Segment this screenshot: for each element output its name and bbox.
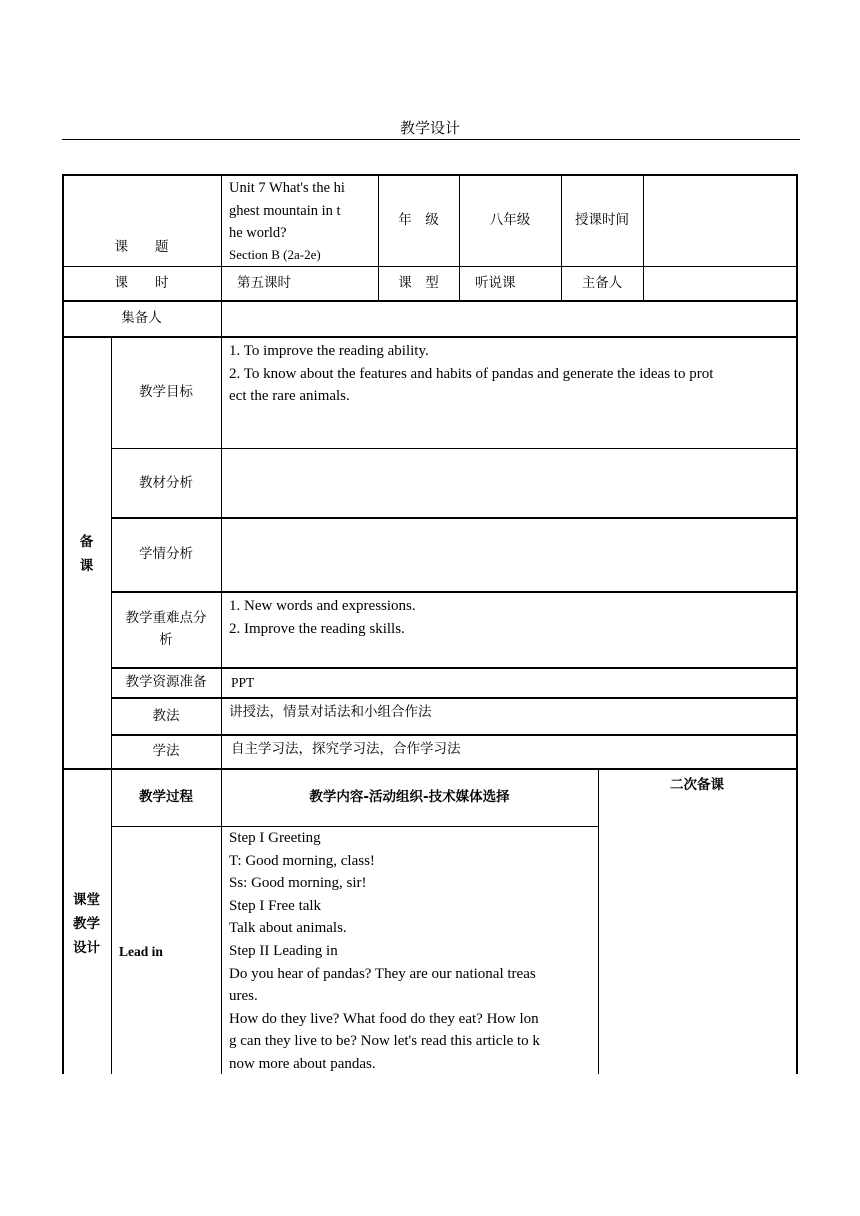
key-value xyxy=(229,595,789,640)
goals-value xyxy=(229,340,795,408)
process-header: 教学过程 xyxy=(139,789,193,805)
content-line: Step II Leading in xyxy=(229,942,338,959)
type-label: 课 型 xyxy=(398,275,439,291)
key-label-line: 析 xyxy=(159,632,173,648)
prep-side-char: 备 xyxy=(79,534,94,550)
content-line: Step I Free talk xyxy=(229,897,322,914)
goals-line: ect the rare animals. xyxy=(229,388,350,405)
key-line: 1. New words and expressions. xyxy=(229,598,416,614)
lead-in-content xyxy=(229,827,597,1076)
material-label: 教材分析 xyxy=(139,474,193,491)
period-label: 课 时 xyxy=(114,275,169,291)
time-value xyxy=(643,174,796,266)
design-side-line: 教学 xyxy=(73,916,100,932)
content-line: T: Good morning, class! xyxy=(229,852,375,869)
learn-label: 学法 xyxy=(152,743,180,759)
topic-label: 课 题 xyxy=(114,239,169,255)
method-value: 讲授法，情景对话法和小组合作法 xyxy=(229,704,432,720)
header-rule xyxy=(62,139,800,140)
grade-label: 年 级 xyxy=(398,212,439,228)
goals-line: 1. To improve the reading ability. xyxy=(229,343,429,359)
group-label: 集备人 xyxy=(121,310,162,326)
goals-label: 教学目标 xyxy=(139,384,193,400)
period-value: 第五课时 xyxy=(237,275,291,291)
topic-line: ghest mountain in t xyxy=(229,202,341,219)
design-side-line: 设计 xyxy=(73,940,100,956)
owner-value xyxy=(643,266,796,300)
type-value: 听说课 xyxy=(475,275,516,291)
content-line: Ss: Good morning, sir! xyxy=(229,875,367,892)
content-line: now more about pandas. xyxy=(229,1055,376,1072)
page-title: 教学设计 xyxy=(399,119,460,137)
topic-line: he world? xyxy=(229,225,287,242)
prep-side-char: 课 xyxy=(79,558,94,574)
content-line: g can they live to be? Now let's read this article to k xyxy=(229,1033,540,1050)
method-label: 教法 xyxy=(152,707,180,724)
resource-value: PPT xyxy=(231,675,255,690)
topic-section: Section B (2a-2e) xyxy=(229,246,321,262)
key-line: 2. Improve the reading skills. xyxy=(229,620,405,637)
content-line: Step I Greeting xyxy=(229,830,321,846)
topic-value xyxy=(229,177,377,265)
group-value xyxy=(229,300,789,336)
second-prep-header: 二次备课 xyxy=(670,777,724,793)
learn-value: 自主学习法，探究学习法，合作学习法 xyxy=(231,741,461,757)
key-label-line: 教学重难点分 xyxy=(125,610,207,626)
time-label: 授课时间 xyxy=(575,212,629,228)
goals-line: 2. To know about the features and habits of pandas and generate the ideas to prot xyxy=(229,365,714,382)
content-line: ures. xyxy=(229,988,258,1005)
grade-value: 八年级 xyxy=(489,212,531,228)
design-side-line: 课堂 xyxy=(73,892,100,908)
prep-side-label xyxy=(62,530,111,578)
key-label xyxy=(111,607,221,651)
content-line: How do they live? What food do they eat? How lon xyxy=(229,1010,539,1027)
content-line: Do you hear of pandas? They are our national treas xyxy=(229,965,536,982)
content-line: Talk about animals. xyxy=(229,920,347,937)
students-label: 学情分析 xyxy=(139,546,193,562)
stage-label: Lead in xyxy=(119,944,163,959)
resource-label: 教学资源准备 xyxy=(125,674,207,690)
design-side-label xyxy=(62,888,111,960)
content-header: 教学内容-活动组织-技术媒体选择 xyxy=(309,789,510,805)
topic-line: Unit 7 What's the hi xyxy=(229,180,345,196)
owner-label: 主备人 xyxy=(581,275,623,291)
